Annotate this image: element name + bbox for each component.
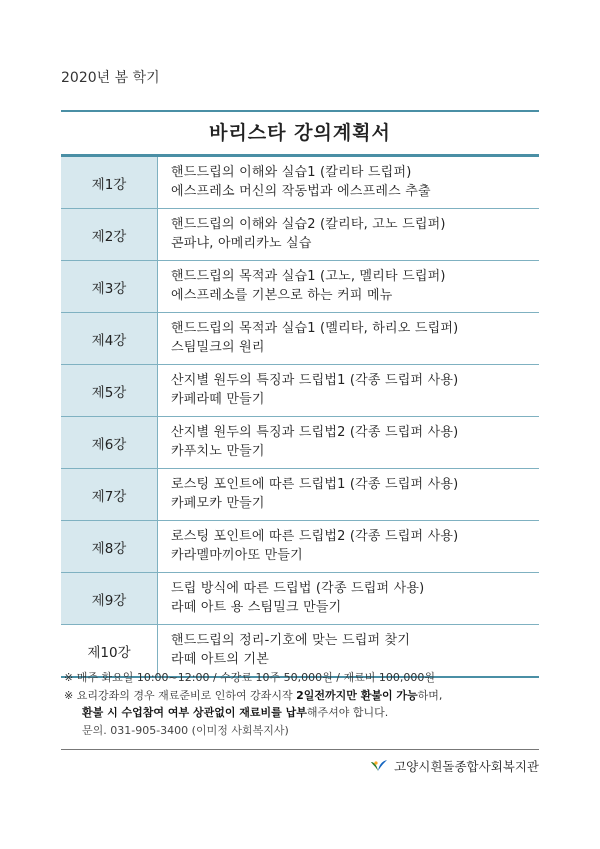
lesson-topic: 핸드드립의 이해와 실습1 (칼리타 드립퍼) <box>171 165 412 180</box>
lesson-row <box>61 469 539 521</box>
lesson-content <box>158 157 539 208</box>
lesson-content <box>158 313 539 364</box>
lesson-topic: 드립 방식에 따른 드립법 (각종 드립퍼 사용) <box>171 581 425 596</box>
lesson-content <box>158 573 539 624</box>
lesson-content <box>158 521 539 572</box>
lesson-content <box>158 365 539 416</box>
lesson-row <box>61 157 539 209</box>
lesson-practice: 스팀밀크의 원리 <box>171 340 265 355</box>
lecture-plan-table <box>61 110 539 678</box>
lesson-topic: 핸드드립의 정리-기호에 맞는 드립퍼 찾기 <box>171 633 411 648</box>
lesson-practice: 카페모카 만들기 <box>171 496 265 511</box>
notes <box>64 669 442 739</box>
lesson-number: 제10강 <box>61 625 158 676</box>
lesson-number: 제4강 <box>61 313 158 364</box>
leaf-logo-icon <box>370 759 388 773</box>
organization-name: 고양시흰돌종합사회복지관 <box>394 759 539 774</box>
refund-note-2 <box>64 704 442 722</box>
lesson-row <box>61 313 539 365</box>
lesson-topic: 산지별 원두의 특징과 드립법2 (각종 드립퍼 사용) <box>171 425 459 440</box>
lesson-number: 제7강 <box>61 469 158 520</box>
lesson-content <box>158 209 539 260</box>
lesson-row <box>61 261 539 313</box>
lesson-rows <box>61 157 539 678</box>
lesson-topic: 핸드드립의 목적과 실습1 (멜리타, 하리오 드립퍼) <box>171 321 459 336</box>
lesson-number: 제9강 <box>61 573 158 624</box>
lesson-row <box>61 573 539 625</box>
lesson-row <box>61 365 539 417</box>
refund-note <box>64 687 442 705</box>
lesson-content <box>158 469 539 520</box>
table-title: 바리스타 강의계획서 <box>61 112 539 157</box>
lesson-practice: 라떼 아트 용 스팀밀크 만들기 <box>171 600 342 615</box>
lesson-number: 제3강 <box>61 261 158 312</box>
lesson-topic: 핸드드립의 목적과 실습1 (고노, 멜리타 드립퍼) <box>171 269 446 284</box>
lesson-number: 제1강 <box>61 157 158 208</box>
refund-note-2-emphasis: 환불 시 수업참여 여부 상관없이 재료비를 납부 <box>82 706 307 719</box>
lesson-number: 제5강 <box>61 365 158 416</box>
lesson-practice: 카라멜마끼아또 만들기 <box>171 548 303 563</box>
footer-divider <box>61 749 539 750</box>
lesson-practice: 카페라떼 만들기 <box>171 392 265 407</box>
lesson-topic: 산지별 원두의 특징과 드립법1 (각종 드립퍼 사용) <box>171 373 459 388</box>
lesson-practice: 콘파냐, 아메리카노 실습 <box>171 236 312 251</box>
lesson-topic: 로스팅 포인트에 따른 드립법2 (각종 드립퍼 사용) <box>171 529 459 544</box>
lesson-topic: 로스팅 포인트에 따른 드립법1 (각종 드립퍼 사용) <box>171 477 459 492</box>
lesson-practice: 카푸치노 만들기 <box>171 444 265 459</box>
refund-note-emphasis: 2일전까지만 환불이 가능 <box>296 688 418 702</box>
organization <box>370 757 539 775</box>
lesson-practice: 라떼 아트의 기본 <box>171 652 269 667</box>
lesson-row <box>61 209 539 261</box>
refund-note-text: ※ 요리강좌의 경우 재료준비로 인하여 강좌시작 <box>64 688 297 702</box>
lesson-practice: 에스프레소를 기본으로 하는 커피 메뉴 <box>171 288 393 303</box>
lesson-row <box>61 521 539 573</box>
lesson-topic: 핸드드립의 이해와 실습2 (칼리타, 고노 드립퍼) <box>171 217 446 232</box>
lesson-number: 제2강 <box>61 209 158 260</box>
semester-label: 2020년 봄 학기 <box>61 70 160 86</box>
lesson-number: 제6강 <box>61 417 158 468</box>
refund-note-2-tail: 해주셔야 합니다. <box>306 706 389 719</box>
lesson-content <box>158 261 539 312</box>
schedule-note: ※ 매주 화요일 10:00~12:00 / 수강료 10주 50,000원 / 재료비 100,000원 <box>64 671 435 684</box>
contact-info: 문의. 031-905-3400 (이미정 사회복지사) <box>82 723 289 737</box>
refund-note-tail: 하며, <box>417 688 443 702</box>
lesson-content <box>158 417 539 468</box>
lesson-number: 제8강 <box>61 521 158 572</box>
lesson-practice: 에스프레소 머신의 작동법과 에스프레스 추출 <box>171 184 431 199</box>
lesson-row <box>61 417 539 469</box>
